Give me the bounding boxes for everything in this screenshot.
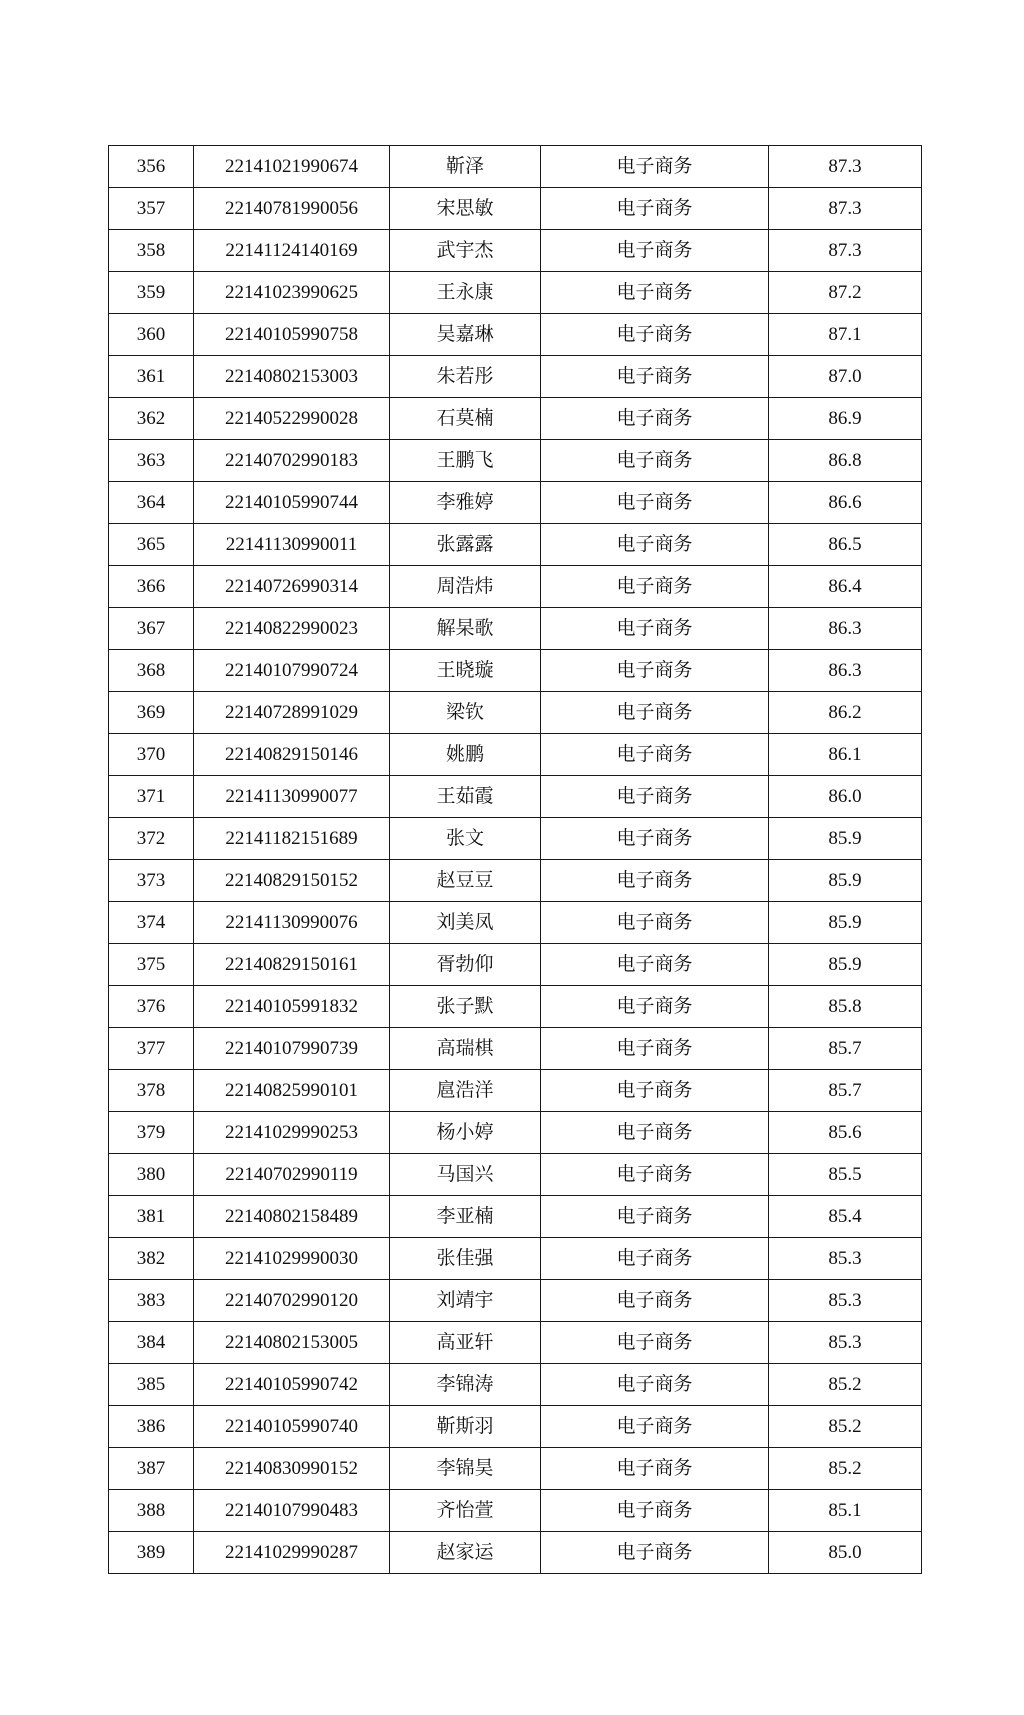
exam-id-cell: 22140829150152 — [194, 860, 390, 902]
major-cell: 电子商务 — [541, 188, 769, 230]
table-row — [109, 1364, 922, 1406]
exam-id-cell: 22141130990076 — [194, 902, 390, 944]
major-cell: 电子商务 — [541, 860, 769, 902]
table-row — [109, 1448, 922, 1490]
major-cell: 电子商务 — [541, 1070, 769, 1112]
table-row — [109, 314, 922, 356]
table-row — [109, 398, 922, 440]
row-number-cell: 383 — [109, 1280, 194, 1322]
major-cell: 电子商务 — [541, 1238, 769, 1280]
table-row — [109, 860, 922, 902]
exam-id-cell: 22140522990028 — [194, 398, 390, 440]
exam-id-cell: 22140781990056 — [194, 188, 390, 230]
student-name-cell: 王永康 — [390, 272, 541, 314]
score-cell: 86.4 — [769, 566, 922, 608]
table-row — [109, 1238, 922, 1280]
major-cell: 电子商务 — [541, 1406, 769, 1448]
student-name-cell: 宋思敏 — [390, 188, 541, 230]
student-name-cell: 刘美凤 — [390, 902, 541, 944]
major-cell: 电子商务 — [541, 566, 769, 608]
row-number-cell: 367 — [109, 608, 194, 650]
exam-id-cell: 22140802153003 — [194, 356, 390, 398]
exam-id-cell: 22141029990030 — [194, 1238, 390, 1280]
row-number-cell: 360 — [109, 314, 194, 356]
score-cell: 86.1 — [769, 734, 922, 776]
student-name-cell: 姚鹏 — [390, 734, 541, 776]
major-cell: 电子商务 — [541, 902, 769, 944]
table-row — [109, 230, 922, 272]
exam-id-cell: 22141021990674 — [194, 146, 390, 188]
table-row — [109, 188, 922, 230]
student-name-cell: 高瑞棋 — [390, 1028, 541, 1070]
major-cell: 电子商务 — [541, 482, 769, 524]
row-number-cell: 380 — [109, 1154, 194, 1196]
score-cell: 85.8 — [769, 986, 922, 1028]
major-cell: 电子商务 — [541, 356, 769, 398]
student-name-cell: 周浩炜 — [390, 566, 541, 608]
row-number-cell: 362 — [109, 398, 194, 440]
major-cell: 电子商务 — [541, 734, 769, 776]
student-name-cell: 扈浩洋 — [390, 1070, 541, 1112]
score-cell: 85.7 — [769, 1028, 922, 1070]
exam-id-cell: 22140726990314 — [194, 566, 390, 608]
score-cell: 87.1 — [769, 314, 922, 356]
row-number-cell: 366 — [109, 566, 194, 608]
major-cell: 电子商务 — [541, 944, 769, 986]
score-cell: 87.3 — [769, 230, 922, 272]
score-cell: 85.3 — [769, 1280, 922, 1322]
major-cell: 电子商务 — [541, 524, 769, 566]
row-number-cell: 372 — [109, 818, 194, 860]
table-row — [109, 272, 922, 314]
major-cell: 电子商务 — [541, 650, 769, 692]
table-row — [109, 356, 922, 398]
row-number-cell: 386 — [109, 1406, 194, 1448]
row-number-cell: 382 — [109, 1238, 194, 1280]
row-number-cell: 376 — [109, 986, 194, 1028]
score-cell: 86.2 — [769, 692, 922, 734]
student-name-cell: 张露露 — [390, 524, 541, 566]
major-cell: 电子商务 — [541, 1532, 769, 1574]
major-cell: 电子商务 — [541, 692, 769, 734]
major-cell: 电子商务 — [541, 272, 769, 314]
table-row — [109, 608, 922, 650]
major-cell: 电子商务 — [541, 986, 769, 1028]
exam-id-cell: 22140105991832 — [194, 986, 390, 1028]
table-row — [109, 734, 922, 776]
major-cell: 电子商务 — [541, 1196, 769, 1238]
exam-id-cell: 22141124140169 — [194, 230, 390, 272]
table-row — [109, 1154, 922, 1196]
table-row — [109, 524, 922, 566]
student-name-cell: 杨小婷 — [390, 1112, 541, 1154]
score-cell: 85.2 — [769, 1448, 922, 1490]
exam-id-cell: 22141130990011 — [194, 524, 390, 566]
score-cell: 85.2 — [769, 1364, 922, 1406]
score-cell: 85.2 — [769, 1406, 922, 1448]
score-cell: 85.9 — [769, 860, 922, 902]
table-row — [109, 1532, 922, 1574]
student-name-cell: 高亚轩 — [390, 1322, 541, 1364]
major-cell: 电子商务 — [541, 230, 769, 272]
score-cell: 85.1 — [769, 1490, 922, 1532]
exam-id-cell: 22141130990077 — [194, 776, 390, 818]
score-cell: 86.6 — [769, 482, 922, 524]
exam-id-cell: 22140802158489 — [194, 1196, 390, 1238]
exam-id-cell: 22141182151689 — [194, 818, 390, 860]
major-cell: 电子商务 — [541, 146, 769, 188]
table-row — [109, 944, 922, 986]
row-number-cell: 358 — [109, 230, 194, 272]
student-name-cell: 张子默 — [390, 986, 541, 1028]
exam-id-cell: 22140702990183 — [194, 440, 390, 482]
score-cell: 85.5 — [769, 1154, 922, 1196]
table-row — [109, 1028, 922, 1070]
score-cell: 85.9 — [769, 944, 922, 986]
student-name-cell: 梁钦 — [390, 692, 541, 734]
major-cell: 电子商务 — [541, 776, 769, 818]
table-row — [109, 1196, 922, 1238]
table-row — [109, 1490, 922, 1532]
exam-id-cell: 22140802153005 — [194, 1322, 390, 1364]
score-cell: 85.4 — [769, 1196, 922, 1238]
row-number-cell: 369 — [109, 692, 194, 734]
score-cell: 85.7 — [769, 1070, 922, 1112]
table-row — [109, 146, 922, 188]
student-name-cell: 张文 — [390, 818, 541, 860]
exam-id-cell: 22140702990119 — [194, 1154, 390, 1196]
row-number-cell: 370 — [109, 734, 194, 776]
row-number-cell: 368 — [109, 650, 194, 692]
score-cell: 85.3 — [769, 1322, 922, 1364]
student-name-cell: 齐怡萱 — [390, 1490, 541, 1532]
student-name-cell: 李雅婷 — [390, 482, 541, 524]
exam-id-cell: 22141023990625 — [194, 272, 390, 314]
exam-id-cell: 22140825990101 — [194, 1070, 390, 1112]
row-number-cell: 365 — [109, 524, 194, 566]
major-cell: 电子商务 — [541, 1322, 769, 1364]
score-cell: 87.3 — [769, 146, 922, 188]
student-name-cell: 靳斯羽 — [390, 1406, 541, 1448]
major-cell: 电子商务 — [541, 1490, 769, 1532]
major-cell: 电子商务 — [541, 1028, 769, 1070]
exam-id-cell: 22140107990739 — [194, 1028, 390, 1070]
student-name-cell: 石莫楠 — [390, 398, 541, 440]
row-number-cell: 357 — [109, 188, 194, 230]
row-number-cell: 388 — [109, 1490, 194, 1532]
table-row — [109, 1280, 922, 1322]
table-row — [109, 566, 922, 608]
exam-id-cell: 22140105990758 — [194, 314, 390, 356]
student-name-cell: 李锦昊 — [390, 1448, 541, 1490]
student-name-cell: 李亚楠 — [390, 1196, 541, 1238]
table-row — [109, 818, 922, 860]
major-cell: 电子商务 — [541, 398, 769, 440]
table-row — [109, 440, 922, 482]
row-number-cell: 384 — [109, 1322, 194, 1364]
student-name-cell: 刘靖宇 — [390, 1280, 541, 1322]
student-name-cell: 王茹霞 — [390, 776, 541, 818]
exam-id-cell: 22140107990483 — [194, 1490, 390, 1532]
major-cell: 电子商务 — [541, 608, 769, 650]
student-name-cell: 吴嘉琳 — [390, 314, 541, 356]
exam-id-cell: 22140105990744 — [194, 482, 390, 524]
row-number-cell: 387 — [109, 1448, 194, 1490]
row-number-cell: 379 — [109, 1112, 194, 1154]
table-body — [109, 146, 922, 1574]
major-cell: 电子商务 — [541, 1448, 769, 1490]
student-name-cell: 解杲歌 — [390, 608, 541, 650]
row-number-cell: 389 — [109, 1532, 194, 1574]
score-cell: 86.5 — [769, 524, 922, 566]
row-number-cell: 374 — [109, 902, 194, 944]
major-cell: 电子商务 — [541, 440, 769, 482]
major-cell: 电子商务 — [541, 1154, 769, 1196]
major-cell: 电子商务 — [541, 818, 769, 860]
student-name-cell: 朱若彤 — [390, 356, 541, 398]
table-row — [109, 1406, 922, 1448]
row-number-cell: 375 — [109, 944, 194, 986]
student-name-cell: 张佳强 — [390, 1238, 541, 1280]
exam-id-cell: 22140822990023 — [194, 608, 390, 650]
exam-id-cell: 22140105990740 — [194, 1406, 390, 1448]
student-name-cell: 李锦涛 — [390, 1364, 541, 1406]
student-name-cell: 王晓璇 — [390, 650, 541, 692]
row-number-cell: 378 — [109, 1070, 194, 1112]
score-cell: 85.9 — [769, 902, 922, 944]
major-cell: 电子商务 — [541, 1364, 769, 1406]
row-number-cell: 373 — [109, 860, 194, 902]
exam-id-cell: 22140830990152 — [194, 1448, 390, 1490]
score-cell: 86.9 — [769, 398, 922, 440]
student-name-cell: 赵豆豆 — [390, 860, 541, 902]
table-row — [109, 692, 922, 734]
table-row — [109, 986, 922, 1028]
table-row — [109, 776, 922, 818]
exam-id-cell: 22141029990253 — [194, 1112, 390, 1154]
row-number-cell: 364 — [109, 482, 194, 524]
exam-id-cell: 22140107990724 — [194, 650, 390, 692]
score-cell: 85.9 — [769, 818, 922, 860]
row-number-cell: 377 — [109, 1028, 194, 1070]
score-table — [108, 145, 922, 1574]
table-row — [109, 650, 922, 692]
score-cell: 87.3 — [769, 188, 922, 230]
student-name-cell: 王鹏飞 — [390, 440, 541, 482]
row-number-cell: 363 — [109, 440, 194, 482]
exam-id-cell: 22140728991029 — [194, 692, 390, 734]
student-name-cell: 赵家运 — [390, 1532, 541, 1574]
major-cell: 电子商务 — [541, 1280, 769, 1322]
exam-id-cell: 22141029990287 — [194, 1532, 390, 1574]
exam-id-cell: 22140105990742 — [194, 1364, 390, 1406]
exam-id-cell: 22140702990120 — [194, 1280, 390, 1322]
row-number-cell: 381 — [109, 1196, 194, 1238]
major-cell: 电子商务 — [541, 314, 769, 356]
score-cell: 85.0 — [769, 1532, 922, 1574]
exam-id-cell: 22140829150146 — [194, 734, 390, 776]
table-row — [109, 1112, 922, 1154]
row-number-cell: 356 — [109, 146, 194, 188]
score-cell: 86.3 — [769, 608, 922, 650]
row-number-cell: 371 — [109, 776, 194, 818]
score-cell: 85.6 — [769, 1112, 922, 1154]
score-cell: 87.0 — [769, 356, 922, 398]
row-number-cell: 361 — [109, 356, 194, 398]
major-cell: 电子商务 — [541, 1112, 769, 1154]
student-name-cell: 靳泽 — [390, 146, 541, 188]
score-cell: 85.3 — [769, 1238, 922, 1280]
table-row — [109, 1322, 922, 1364]
score-cell: 87.2 — [769, 272, 922, 314]
exam-id-cell: 22140829150161 — [194, 944, 390, 986]
score-cell: 86.3 — [769, 650, 922, 692]
student-name-cell: 胥勃仰 — [390, 944, 541, 986]
table-row — [109, 1070, 922, 1112]
score-cell: 86.0 — [769, 776, 922, 818]
score-cell: 86.8 — [769, 440, 922, 482]
student-name-cell: 马国兴 — [390, 1154, 541, 1196]
row-number-cell: 385 — [109, 1364, 194, 1406]
row-number-cell: 359 — [109, 272, 194, 314]
table-row — [109, 482, 922, 524]
table-row — [109, 902, 922, 944]
student-name-cell: 武宇杰 — [390, 230, 541, 272]
